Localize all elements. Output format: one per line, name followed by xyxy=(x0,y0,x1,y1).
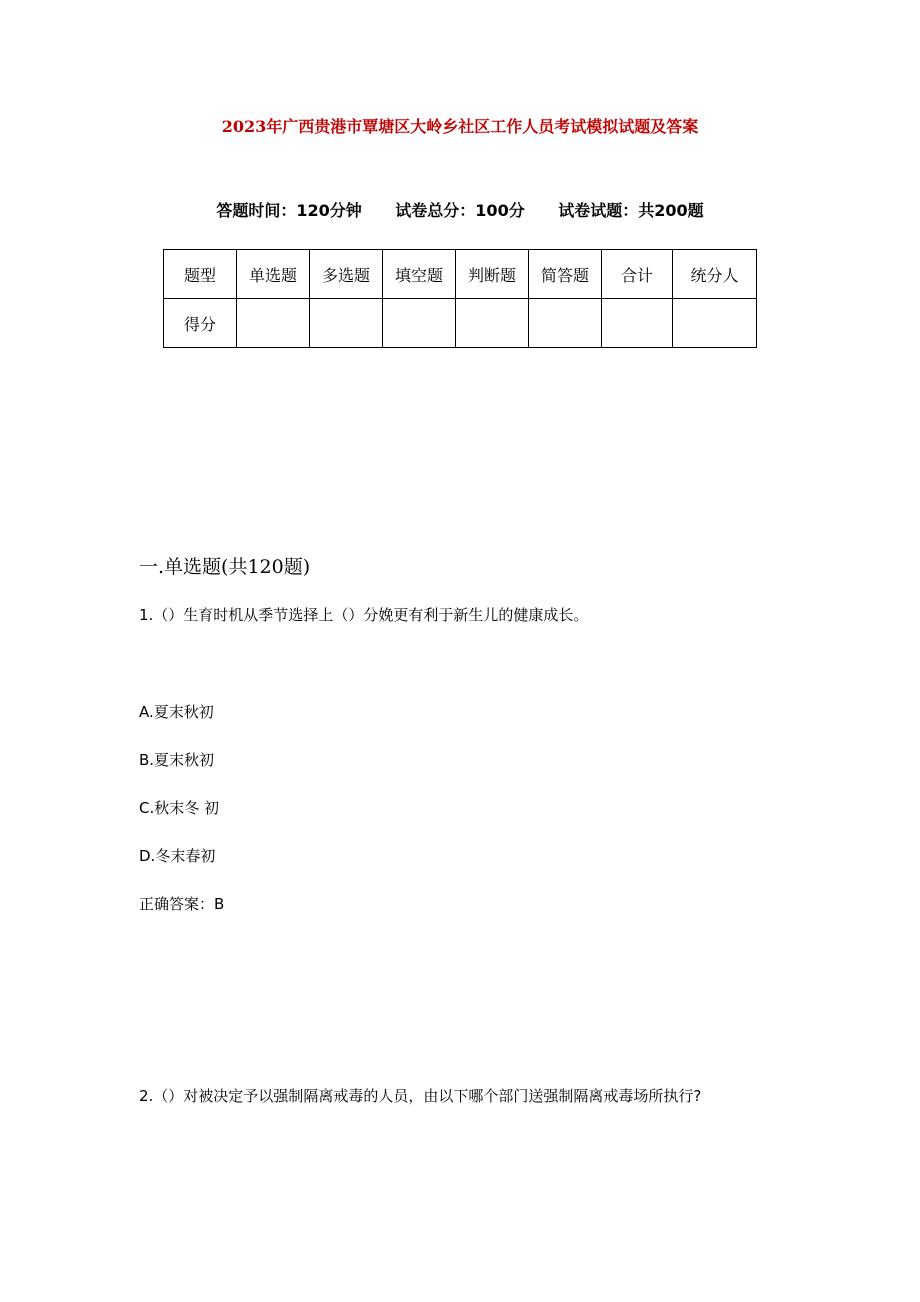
section-title: 一.单选题(共120题) xyxy=(139,556,311,578)
score-table xyxy=(163,249,757,348)
score-table-header-row xyxy=(164,250,757,299)
option-a: A.夏末秋初 xyxy=(139,703,214,721)
exam-time: 答题时间：120分钟 xyxy=(216,201,362,220)
score-table-header: 简答题 xyxy=(529,250,602,299)
score-table-header: 单选题 xyxy=(237,250,310,299)
score-cell xyxy=(673,299,757,348)
exam-question-count: 试卷试题：共200题 xyxy=(558,201,704,220)
option-c: C.秋末冬 初 xyxy=(139,799,220,817)
score-row-label: 得分 xyxy=(164,299,237,348)
score-table-header: 统分人 xyxy=(673,250,757,299)
question-text: 1.（）生育时机从季节选择上（）分娩更有利于新生儿的健康成长。 xyxy=(139,606,589,624)
score-table-score-row xyxy=(164,299,757,348)
score-cell xyxy=(310,299,383,348)
score-table-header: 判断题 xyxy=(456,250,529,299)
exam-total-score: 试卷总分：100分 xyxy=(395,201,525,220)
document-title: 2023年广西贵港市覃塘区大岭乡社区工作人员考试模拟试题及答案 xyxy=(221,117,699,136)
score-table-header: 合计 xyxy=(602,250,673,299)
option-d: D.冬末春初 xyxy=(139,847,216,865)
score-table-header: 题型 xyxy=(164,250,237,299)
score-cell xyxy=(602,299,673,348)
score-table-header: 填空题 xyxy=(383,250,456,299)
question-text: 2.（）对被决定予以强制隔离戒毒的人员，由以下哪个部门送强制隔离戒毒场所执行? xyxy=(139,1087,702,1105)
score-cell xyxy=(237,299,310,348)
option-b: B.夏末秋初 xyxy=(139,751,215,769)
score-cell xyxy=(456,299,529,348)
score-cell xyxy=(529,299,602,348)
exam-info xyxy=(0,198,920,221)
score-table-header: 多选题 xyxy=(310,250,383,299)
correct-answer: 正确答案：B xyxy=(139,895,225,913)
score-cell xyxy=(383,299,456,348)
